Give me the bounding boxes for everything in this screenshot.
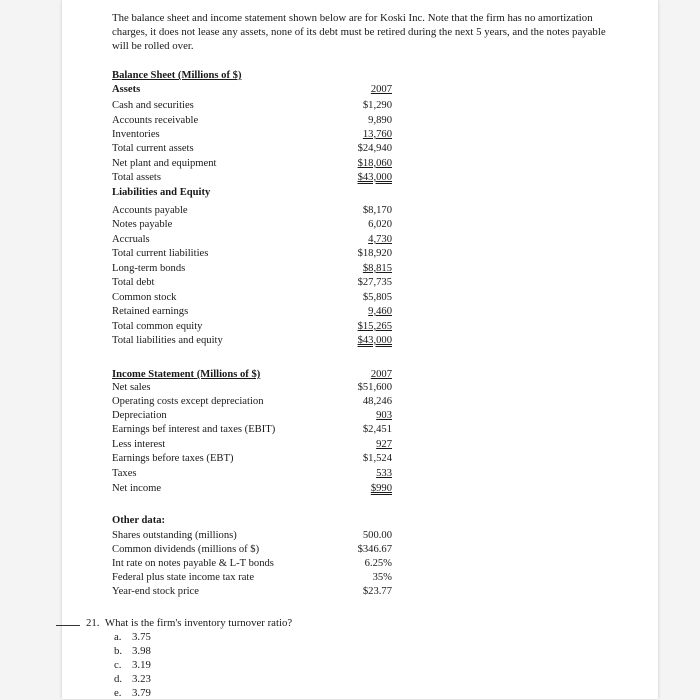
row-value: 4,730 [368,234,392,245]
row-label: Total current liabilities [112,248,209,259]
intro-paragraph: The balance sheet and income statement shown below are for Koski Inc. Note that the firm has no amortization charges, it does not lease any assets, none of its debt must be retired during the next 5 years, and the notes payable will be rolled over. [112,12,606,52]
row-value: 9,890 [368,115,392,126]
table-row [112,571,392,585]
table-row [112,334,392,348]
table-row [112,452,392,466]
balance-sheet-title-row [112,69,392,83]
option-letter: e. [114,687,122,699]
table-row [112,99,392,113]
row-label: Accruals [112,234,150,245]
row-value: $346.67 [357,544,392,555]
table-row [112,204,392,218]
row-label: Total assets [112,172,161,183]
row-value: $8,815 [362,263,392,274]
row-label: Inventories [112,129,160,140]
row-value: 35% [372,572,392,583]
row-value: 9,460 [368,306,392,317]
answer-option [114,658,151,672]
table-row [112,171,392,185]
row-value: $18,920 [357,248,392,259]
question-number: 21. [86,617,100,629]
row-label: Cash and securities [112,100,194,111]
row-label: Total current assets [112,143,194,154]
assets-header: Assets [112,84,141,95]
option-value: 3.23 [132,673,151,685]
table-row [112,585,392,599]
table-row [112,114,392,128]
row-label: Federal plus state income tax rate [112,572,255,583]
option-letter: c. [114,659,122,671]
answer-option [114,672,151,686]
row-value: $15,265 [357,321,392,332]
row-label: Total debt [112,277,155,288]
balance-sheet-title: Balance Sheet (Millions of $) [112,70,242,81]
income-statement-title-row [112,368,392,382]
balance-sheet-year: 2007 [370,84,392,95]
table-row [112,438,392,452]
table-row [112,482,392,496]
row-value: $27,735 [357,277,392,288]
answer-option [114,644,151,658]
table-row [112,218,392,232]
option-value: 3.79 [132,687,151,699]
table-row [112,262,392,276]
liabilities-header: Liabilities and Equity [112,187,211,198]
row-value: $43,000 [357,172,392,183]
other-data-title-row [112,514,392,528]
table-row [112,529,392,543]
row-label: Net plant and equipment [112,158,217,169]
row-value: 533 [376,468,392,479]
row-value: 500.00 [362,530,392,541]
row-value: $51,600 [357,382,392,393]
row-label: Retained earnings [112,306,189,317]
assets-header-row [112,83,392,97]
option-letter: b. [114,645,123,657]
answer-option [114,686,151,700]
row-label: Common dividends (millions of $) [112,544,260,555]
row-value: $5,805 [362,292,392,303]
table-row [112,467,392,481]
table-row [112,381,392,395]
row-label: Less interest [112,439,166,450]
liabilities-header-row [112,186,392,200]
income-statement-title: Income Statement (Millions of $) [112,369,261,380]
table-row [112,128,392,142]
row-value: 6.25% [364,558,392,569]
row-value: $1,290 [362,100,392,111]
row-label: Operating costs except depreciation [112,396,264,407]
table-row [112,305,392,319]
row-label: Net sales [112,382,151,393]
row-value: $23.77 [362,586,392,597]
row-label: Depreciation [112,410,167,421]
row-value: $8,170 [362,205,392,216]
row-label: Earnings before taxes (EBT) [112,453,234,464]
row-label: Year-end stock price [112,586,199,597]
row-label: Total liabilities and equity [112,335,223,346]
row-label: Int rate on notes payable & L-T bonds [112,558,274,569]
table-row [112,409,392,423]
row-label: Net income [112,483,162,494]
row-label: Accounts receivable [112,115,199,126]
table-row [112,142,392,156]
other-data-title: Other data: [112,515,166,526]
answer-option [114,630,151,644]
table-row [112,233,392,247]
row-value: $24,940 [357,143,392,154]
table-row [112,423,392,437]
option-value: 3.19 [132,659,151,671]
row-label: Total common equity [112,321,203,332]
question-21 [56,616,292,630]
row-value: 903 [376,410,392,421]
table-row [112,395,392,409]
row-value: 6,020 [368,219,392,230]
row-value: $2,451 [362,424,392,435]
row-label: Earnings bef interest and taxes (EBIT) [112,424,276,435]
option-letter: a. [114,631,122,643]
option-value: 3.75 [132,631,151,643]
table-row [112,157,392,171]
table-row [112,291,392,305]
row-value: $18,060 [357,158,392,169]
option-letter: d. [114,673,123,685]
question-text: What is the firm's inventory turnover ratio? [104,617,293,629]
income-statement-year: 2007 [370,369,392,380]
table-row [112,320,392,334]
row-label: Taxes [112,468,137,479]
table-row [112,276,392,290]
row-value: 13,760 [362,129,392,140]
row-value: 48,246 [362,396,392,407]
row-value: $43,000 [357,335,392,346]
row-value: $990 [370,483,392,494]
row-value: 927 [376,439,392,450]
table-row [112,543,392,557]
row-label: Shares outstanding (millions) [112,530,237,541]
row-label: Notes payable [112,219,173,230]
row-value: $1,524 [362,453,392,464]
option-value: 3.98 [132,645,151,657]
answer-blank [56,616,80,626]
table-row [112,247,392,261]
table-row [112,557,392,571]
row-label: Accounts payable [112,205,188,216]
row-label: Common stock [112,292,177,303]
row-label: Long-term bonds [112,263,186,274]
